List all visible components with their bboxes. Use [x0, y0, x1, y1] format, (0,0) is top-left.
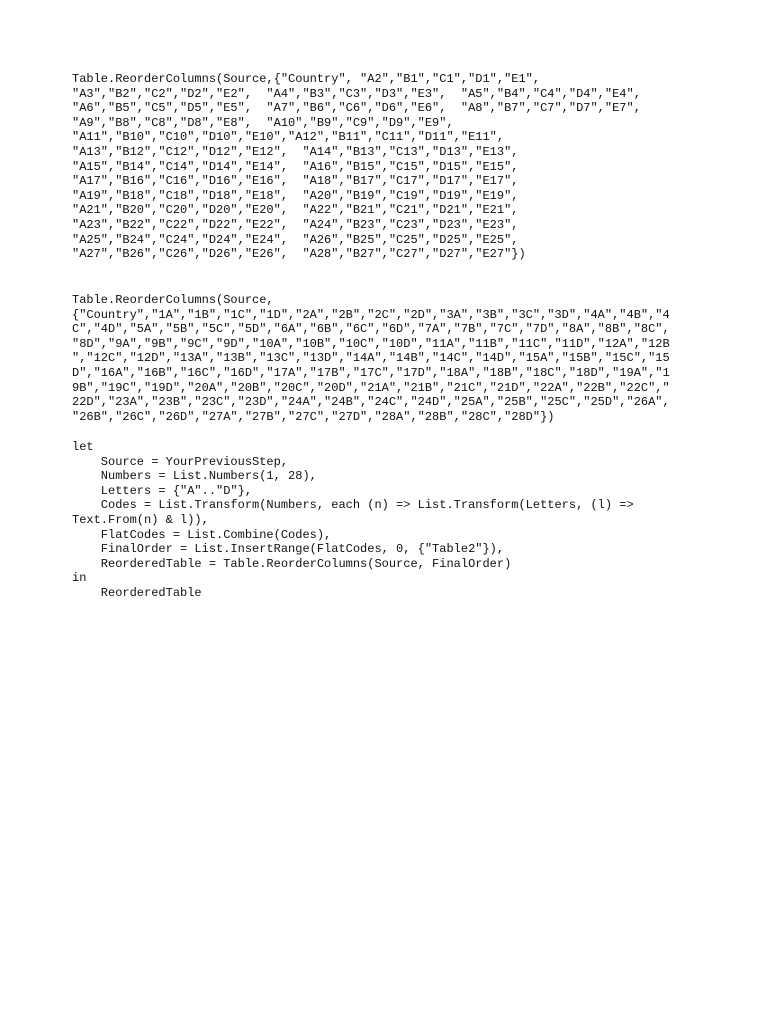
code-block-explicit-reorder — [72, 72, 641, 262]
code-line: Numbers = List.Numbers(1, 28), — [72, 469, 317, 484]
code-line: "8D","9A","9B","9C","9D","10A","10B","10C","10D","11A","11B","11C","11D","12A","12B — [72, 336, 670, 351]
code-line: 22D","23A","23B","23C","23D","24A","24B","24C","24D","25A","25B","25C","25D","26A", — [72, 395, 670, 410]
code-line: let — [72, 440, 94, 454]
code-line: ReorderedTable — [72, 585, 202, 600]
code-line: ReorderedTable = Table.ReorderColumns(Source, FinalOrder) — [72, 556, 512, 571]
code-line: FinalOrder = List.InsertRange(FlatCodes, 0, {"Table2"}), — [72, 542, 505, 557]
code-line: C","4D","5A","5B","5C","5D","6A","6B","6C","6D","7A","7B","7C","7D","8A","8B","8C", — [72, 322, 670, 337]
code-line: "A17","B16","C16","D16","E16", "A18","B17","C17","D17","E17", — [72, 174, 519, 189]
code-line: {"Country","1A","1B","1C","1D","2A","2B","2C","2D","3A","3B","3C","3D","4A","4B","4 — [72, 307, 670, 322]
code-line: Table.ReorderColumns(Source, — [72, 293, 274, 307]
code-line: in — [72, 571, 87, 586]
code-line: "A23","B22","C22","D22","E22", "A24","B23","C23","D23","E23", — [72, 217, 519, 232]
code-block-let-expression — [72, 440, 634, 601]
code-line: Source = YourPreviousStep, — [72, 454, 289, 469]
code-line: "A21","B20","C20","D20","E20", "A22","B21","C21","D21","E21", — [72, 203, 519, 218]
code-line: "A11","B10","C10","D10","E10","A12","B11","C11","D11","E11", — [72, 130, 505, 145]
code-line: FlatCodes = List.Combine(Codes), — [72, 527, 332, 542]
code-line: Table.ReorderColumns(Source,{"Country", "A2","B1","C1","D1","E1", — [72, 72, 541, 86]
code-line: Codes = List.Transform(Numbers, each (n) => List.Transform(Letters, (l) => — [72, 498, 634, 513]
code-line: "A15","B14","C14","D14","E14", "A16","B15","C15","D15","E15", — [72, 159, 519, 174]
code-block-numbered-reorder — [72, 293, 670, 424]
code-line: "A13","B12","C12","D12","E12", "A14","B13","C13","D13","E13", — [72, 144, 519, 159]
code-line: "A6","B5","C5","D5","E5", "A7","B6","C6","D6","E6", "A8","B7","C7","D7","E7", — [72, 101, 641, 116]
code-line: ","12C","12D","13A","13B","13C","13D","14A","14B","14C","14D","15A","15B","15C","15 — [72, 351, 670, 366]
code-line: "A9","B8","C8","D8","E8", "A10","B9","C9","D9","E9", — [72, 115, 454, 130]
code-line: "26B","26C","26D","27A","27B","27C","27D","28A","28B","28C","28D"}) — [72, 409, 555, 424]
code-line: 9B","19C","19D","20A","20B","20C","20D","21A","21B","21C","21D","22A","22B","22C"," — [72, 380, 670, 395]
code-line: Text.From(n) & l)), — [72, 512, 209, 527]
code-line: "A25","B24","C24","D24","E24", "A26","B25","C25","D25","E25", — [72, 232, 519, 247]
code-line: Letters = {"A".."D"}, — [72, 483, 253, 498]
code-line: D","16A","16B","16C","16D","17A","17B","17C","17D","18A","18B","18C","18D","19A","1 — [72, 365, 670, 380]
code-line: "A27","B26","C26","D26","E26", "A28","B27","C27","D27","E27"}) — [72, 247, 526, 262]
code-line: "A19","B18","C18","D18","E18", "A20","B19","C19","D19","E19", — [72, 188, 519, 203]
code-line: "A3","B2","C2","D2","E2", "A4","B3","C3","D3","E3", "A5","B4","C4","D4","E4", — [72, 86, 641, 101]
